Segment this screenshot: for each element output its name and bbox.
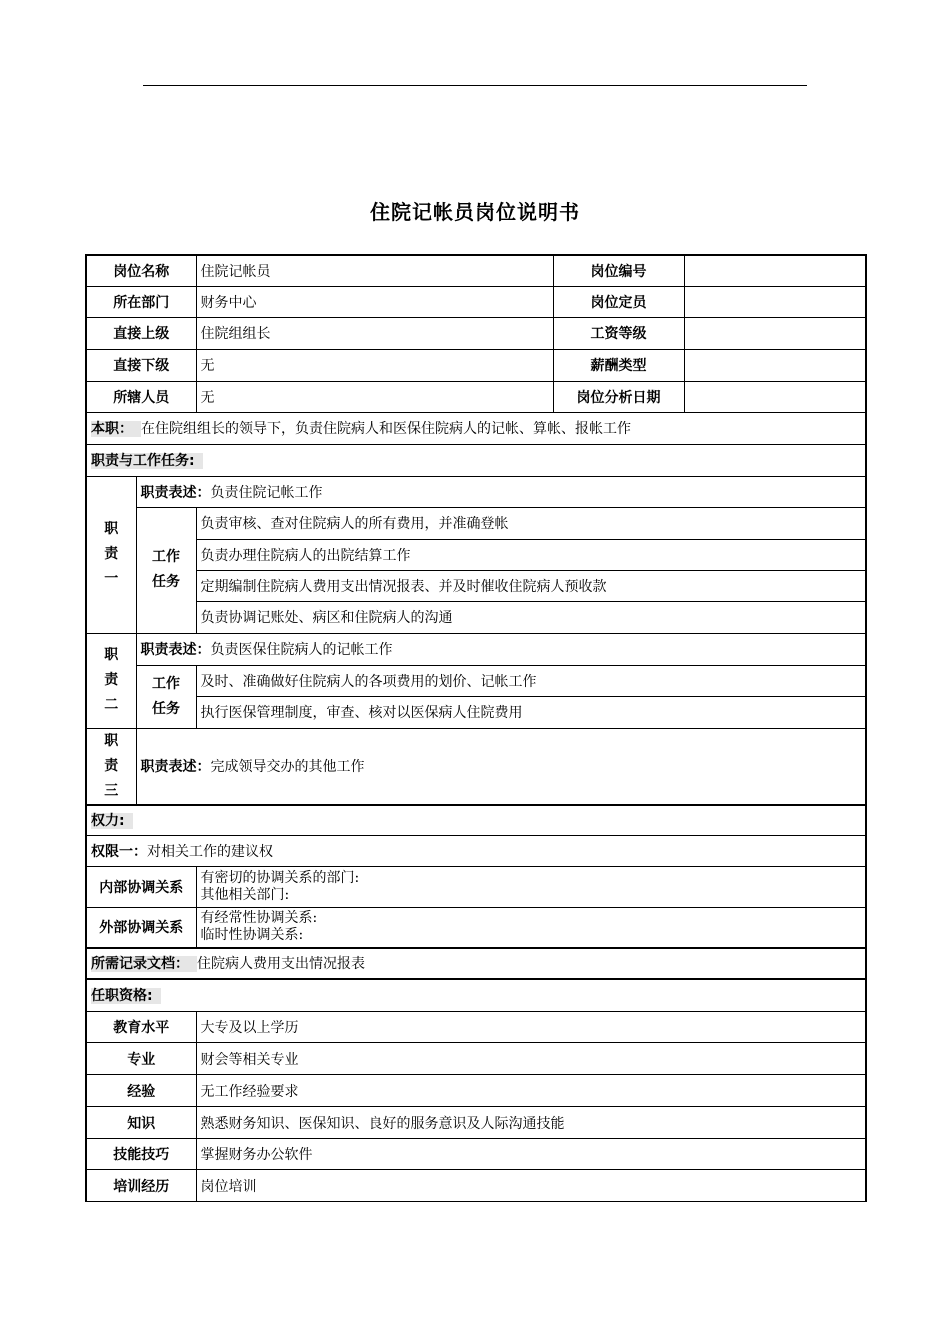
qualification-row <box>86 1170 866 1202</box>
authority-heading: 权力: <box>91 813 133 829</box>
responsibility-1-name: 职 责 一 <box>86 476 136 633</box>
responsibility-3-row <box>86 728 866 805</box>
basic-row <box>86 255 866 286</box>
task-item: 负责审核、查对住院病人的所有费用，并准确登帐 <box>196 507 866 539</box>
qualification-row <box>86 1107 866 1139</box>
duty-row <box>86 412 866 444</box>
external-coordination-value: 有经常性协调关系: 临时性协调关系: <box>196 908 866 948</box>
basic-row <box>86 317 866 349</box>
value-position-name: 住院记帐员 <box>196 255 553 286</box>
task-row <box>86 507 866 539</box>
responsibilities-heading: 职责与工作任务: <box>91 453 203 469</box>
qualifications-heading: 任职资格: <box>91 988 161 1004</box>
authority-limit-row <box>86 836 866 867</box>
duty-cell <box>86 412 866 444</box>
duty-label: 本职： <box>91 421 141 437</box>
internal-coordination-label: 内部协调关系 <box>86 867 196 908</box>
authority-heading-cell <box>86 805 866 836</box>
qualification-label: 技能技巧 <box>86 1139 196 1170</box>
task-row <box>86 601 866 633</box>
label-headcount: 岗位定员 <box>553 286 684 317</box>
page-title: 住院记帐员岗位说明书 <box>370 200 580 224</box>
qualifications-heading-cell <box>86 979 866 1012</box>
responsibility-1-desc-row <box>86 476 866 507</box>
label-pay-type: 薪酬类型 <box>553 349 684 381</box>
external-coordination-row <box>86 908 866 948</box>
responsibility-2-task-label: 工作 任务 <box>136 665 196 728</box>
records-cell <box>86 948 866 979</box>
qualification-value: 财会等相关专业 <box>196 1043 866 1075</box>
basic-row <box>86 349 866 381</box>
value-staff: 无 <box>196 381 553 412</box>
label-analysis-date: 岗位分析日期 <box>553 381 684 412</box>
qualification-row <box>86 1012 866 1043</box>
qualification-label: 知识 <box>86 1107 196 1139</box>
internal-coordination-value: 有密切的协调关系的部门: 其他相关部门: <box>196 867 866 908</box>
value-headcount <box>684 286 866 317</box>
qualification-value: 无工作经验要求 <box>196 1075 866 1107</box>
responsibility-2-desc-row <box>86 633 866 665</box>
qualification-row <box>86 1139 866 1170</box>
responsibility-3-name: 职 责 三 <box>86 728 136 805</box>
label-department: 所在部门 <box>86 286 196 317</box>
responsibility-1-desc: 职责表述：负责住院记帐工作 <box>136 476 866 507</box>
task-item: 定期编制住院病人费用支出情况报表、并及时催收住院病人预收款 <box>196 570 866 601</box>
task-row <box>86 696 866 728</box>
qualification-value: 大专及以上学历 <box>196 1012 866 1043</box>
label-position-name: 岗位名称 <box>86 255 196 286</box>
qualifications-heading-row <box>86 979 866 1012</box>
internal-coordination-row <box>86 867 866 908</box>
responsibility-1-task-label: 工作 任务 <box>136 507 196 633</box>
value-supervisor: 住院组组长 <box>196 317 553 349</box>
duty-text: 在住院组组长的领导下，负责住院病人和医保住院病人的记帐、算帐、报帐工作 <box>141 421 631 437</box>
responsibility-2-desc: 职责表述：负责医保住院病人的记帐工作 <box>136 633 866 665</box>
records-row <box>86 948 866 979</box>
qualification-label: 专业 <box>86 1043 196 1075</box>
task-item: 及时、准确做好住院病人的各项费用的划价、记帐工作 <box>196 665 866 696</box>
basic-row <box>86 381 866 412</box>
value-analysis-date <box>684 381 866 412</box>
value-subordinate: 无 <box>196 349 553 381</box>
job-description-table <box>85 254 867 1202</box>
records-label: 所需记录文档： <box>91 956 197 972</box>
qualification-label: 经验 <box>86 1075 196 1107</box>
header-rule <box>143 85 807 86</box>
authority-limit-text: 对相关工作的建议权 <box>147 844 273 860</box>
responsibilities-heading-row <box>86 444 866 476</box>
authority-heading-row <box>86 805 866 836</box>
qualification-value: 掌握财务办公软件 <box>196 1139 866 1170</box>
value-salary-grade <box>684 317 866 349</box>
authority-limit-label: 权限一： <box>91 844 147 860</box>
task-item: 执行医保管理制度，审查、核对以医保病人住院费用 <box>196 696 866 728</box>
responsibility-3-desc: 职责表述：完成领导交办的其他工作 <box>136 728 866 805</box>
qualification-value: 岗位培训 <box>196 1170 866 1202</box>
qualification-value: 熟悉财务知识、医保知识、良好的服务意识及人际沟通技能 <box>196 1107 866 1139</box>
external-coordination-label: 外部协调关系 <box>86 908 196 948</box>
records-text: 住院病人费用支出情况报表 <box>197 956 365 972</box>
label-staff: 所辖人员 <box>86 381 196 412</box>
value-department: 财务中心 <box>196 286 553 317</box>
qualification-row <box>86 1043 866 1075</box>
task-row <box>86 539 866 570</box>
task-row <box>86 665 866 696</box>
label-position-code: 岗位编号 <box>553 255 684 286</box>
authority-limit-cell <box>86 836 866 867</box>
label-salary-grade: 工资等级 <box>553 317 684 349</box>
basic-row <box>86 286 866 317</box>
value-position-code <box>684 255 866 286</box>
qualification-row <box>86 1075 866 1107</box>
label-supervisor: 直接上级 <box>86 317 196 349</box>
task-row <box>86 570 866 601</box>
task-item: 负责协调记账处、病区和住院病人的沟通 <box>196 601 866 633</box>
responsibilities-heading-cell <box>86 444 866 476</box>
label-subordinate: 直接下级 <box>86 349 196 381</box>
value-pay-type <box>684 349 866 381</box>
task-item: 负责办理住院病人的出院结算工作 <box>196 539 866 570</box>
qualification-label: 培训经历 <box>86 1170 196 1202</box>
responsibility-2-name: 职 责 二 <box>86 633 136 728</box>
qualification-label: 教育水平 <box>86 1012 196 1043</box>
